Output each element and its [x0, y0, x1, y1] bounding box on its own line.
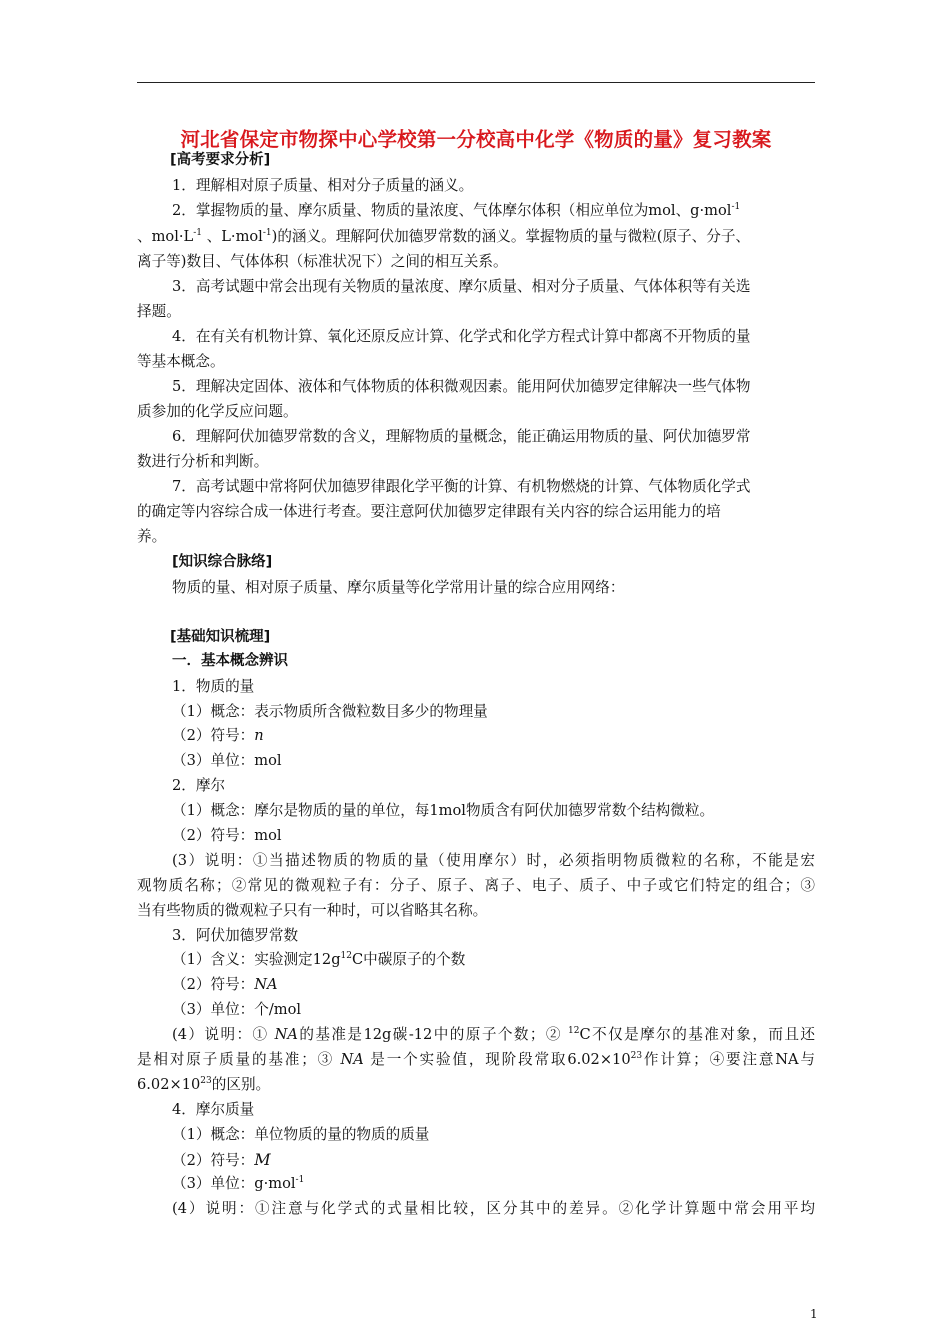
list-item: （1）概念：摩尔是物质的量的单位，每1mol物质含有阿伏加德罗常数个结构微粒。 — [172, 802, 715, 819]
section-header-requirements: [高考要求分析] — [170, 152, 271, 168]
paragraph-line: 养。 — [137, 528, 167, 545]
paragraph-line: 等基本概念。 — [137, 353, 225, 370]
paragraph-line: 离子等)数目、气体体积（标准状况下）之间的相互关系。 — [137, 253, 508, 270]
list-item: （2）符号：n — [172, 727, 264, 744]
list-item: 1．物质的量 — [172, 678, 255, 695]
paragraph-line: (3）说明：①当描述物质的物质的量（使用摩尔）时，必须指明物质微粒的名称，不能是宏 — [172, 852, 815, 869]
list-item: （1）概念：表示物质所含微粒数目多少的物理量 — [172, 703, 488, 720]
subsection-header: 一．基本概念辨识 — [172, 653, 288, 669]
list-item: 3．阿伏加德罗常数 — [172, 927, 299, 944]
page-number: 1 — [810, 1307, 818, 1321]
paragraph-line: 择题。 — [137, 303, 181, 320]
paragraph-line: (4）说明：①注意与化学式的式量相比较，区分其中的差异。②化学计算题中常会用平均 — [172, 1200, 815, 1217]
section-header-basics: [基础知识梳理] — [170, 629, 271, 645]
paragraph-line: 3．高考试题中常会出现有关物质的量浓度、摩尔质量、相对分子质量、气体体积等有关选 — [172, 278, 751, 295]
list-item: （3）单位：mol — [172, 752, 282, 769]
paragraph-line: 、$mol\cdot L^{-1}$ 、L·mol$^{-1}$)的涵义。理解阿伏加德罗常数的涵义。掌握物质的量与微粒(原子、分子、 — [137, 228, 751, 245]
paragraph-line: 7．高考试题中常将阿伏加德罗律跟化学平衡的计算、有机物燃烧的计算、气体物质化学式 — [172, 478, 751, 495]
paragraph-line: 5．理解决定固体、液体和气体物质的体积微观因素。能用阿伏加德罗定律解决一些气体物 — [172, 378, 751, 395]
list-item: （1）含义：实验测定$12g^{12}C$中碳原子的个数 — [172, 951, 466, 968]
list-item: 2．摩尔 — [172, 777, 226, 794]
list-item: （2）符号：mol — [172, 827, 282, 844]
list-item: （2）符号：NA — [172, 976, 278, 993]
list-item: 4．摩尔质量 — [172, 1101, 255, 1118]
paragraph-line: (4）说明：① NA的基准是12g碳-12中的原子个数；② $^{12}$C不仅是摩尔的基准对象，而且还 — [172, 1026, 815, 1043]
paragraph-line: 观物质名称；②常见的微观粒子有：分子、原子、离子、电子、质子、中子或它们特定的组合；③ — [137, 877, 815, 894]
paragraph-line: 1．理解相对原子质量、相对分子质量的涵义。 — [172, 177, 474, 194]
paragraph-line: $6.02\times 10^{23}$的区别。 — [137, 1076, 271, 1093]
paragraph-line: 6．理解阿伏加德罗常数的含义，理解物质的量概念，能正确运用物质的量、阿伏加德罗常 — [172, 428, 751, 445]
list-item: （3）单位：g·mol$^{-1}$ — [172, 1175, 305, 1192]
section-header-network: [知识综合脉络] — [172, 554, 273, 570]
paragraph-line: 当有些物质的微观粒子只有一种时，可以省略其名称。 — [137, 902, 488, 919]
paragraph-line: 物质的量、相对原子质量、摩尔质量等化学常用计量的综合应用网络： — [172, 579, 625, 596]
paragraph-line: 2．掌握物质的量、摩尔质量、物质的量浓度、气体摩尔体积（相应单位为mol、g·mol$^{-1}$ — [172, 202, 741, 219]
list-item: （3）单位：个/mol — [172, 1001, 302, 1018]
paragraph-line: 质参加的化学反应问题。 — [137, 403, 298, 420]
paragraph-line: 的确定等内容综合成一体进行考查。要注意阿伏加德罗定律跟有关内容的综合运用能力的培 — [137, 503, 721, 520]
list-item: （1）概念：单位物质的量的物质的质量 — [172, 1126, 430, 1143]
list-item: （2）符号：M — [172, 1150, 271, 1169]
paragraph-line: 4．在有关有机物计算、氧化还原反应计算、化学式和化学方程式计算中都离不开物质的量 — [172, 328, 751, 345]
paragraph-line: 数进行分析和判断。 — [137, 453, 269, 470]
header-rule — [137, 82, 815, 83]
page-title: 河北省保定市物探中心学校第一分校高中化学《物质的量》复习教案 — [180, 128, 772, 151]
paragraph-line: 是相对原子质量的基准；③ NA 是一个实验值，现阶段常取$6.02\times 10^{23}$作计算；④要注意NA与 — [137, 1051, 816, 1068]
